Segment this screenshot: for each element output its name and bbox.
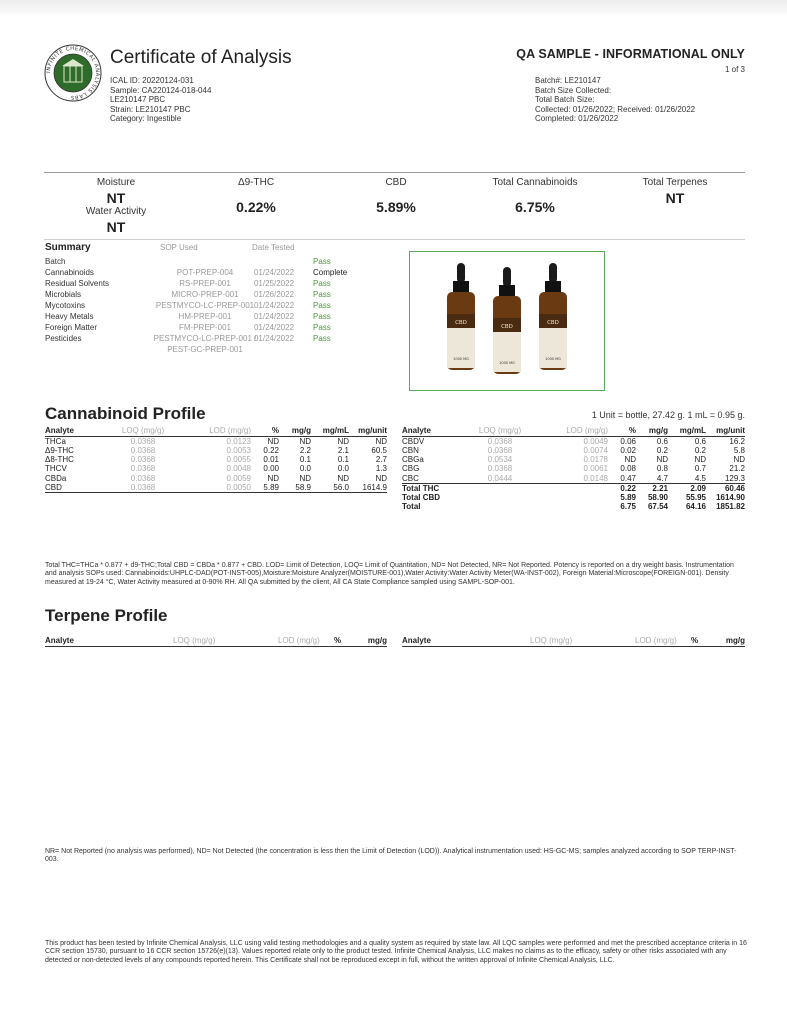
table-row: [45, 483, 387, 493]
table-row: [45, 464, 387, 473]
terp-col-pct: %: [334, 636, 342, 645]
cell-mgunit: 5.8: [733, 446, 745, 456]
col-analyte: Analyte: [402, 426, 464, 437]
table-row: [402, 502, 745, 511]
col-analyte: Analyte: [45, 426, 107, 437]
cell-mgml: ND: [337, 437, 349, 446]
cell-mgml: 64.16: [685, 501, 706, 511]
table-row: [402, 455, 745, 464]
col-mgml: mg/mL: [311, 426, 349, 437]
cell-pct: ND: [267, 473, 279, 483]
cell-analyte: CBDa: [45, 473, 67, 483]
bottle-3-strength: 1000 MG: [545, 357, 561, 361]
cell-analyte: CBG: [402, 464, 420, 474]
col-lod: LOD (mg/g): [179, 426, 251, 437]
summary-status: Pass: [313, 301, 331, 310]
cell-pct: 0.02: [620, 446, 636, 456]
cell-loq: [464, 483, 536, 493]
table-row: [45, 455, 387, 464]
cell-lod: 0.0059: [226, 473, 251, 483]
table-row: [45, 446, 387, 455]
summary-test-name: Batch: [45, 257, 66, 266]
cbd-value: 5.89%: [376, 199, 416, 215]
cell-mgml: 2.1: [337, 446, 349, 456]
category: Category: Ingestible: [110, 114, 182, 124]
completed-date: Completed: 01/26/2022: [535, 114, 619, 124]
cell-loq: 0.0368: [487, 464, 513, 474]
table-row: [402, 446, 745, 455]
batch-info: [535, 76, 695, 124]
terpene-header-right: [402, 636, 745, 646]
cell-lod: [536, 483, 608, 493]
cell-loq: [464, 493, 536, 502]
metrics-top-rule: [44, 172, 745, 173]
cell-analyte: THCV: [45, 464, 67, 474]
summary-date: 01/26/2022: [253, 290, 295, 299]
table-row: [402, 483, 745, 493]
lab-logo: [44, 44, 102, 102]
summary-row: [45, 322, 385, 333]
col-mgml: mg/mL: [668, 426, 706, 437]
col-loq: LOQ (mg/g): [107, 426, 179, 437]
terp-col-lod: LOD (mg/g): [278, 636, 320, 645]
cell-analyte: THCa: [45, 437, 66, 446]
sample-id: Sample: CA220124-018-044: [110, 85, 212, 95]
terp-col-analyte: Analyte: [45, 636, 74, 645]
terpene-header-left: [45, 636, 387, 646]
terp-col-analyte: Analyte: [402, 636, 431, 645]
summary-row: [45, 300, 385, 311]
cell-mgunit: 2.7: [375, 455, 387, 465]
summary-date: 01/24/2022: [253, 268, 295, 277]
cell-mgg: 2.21: [652, 483, 668, 493]
bottle-2-label: CBD: [501, 324, 513, 330]
viewer-top-edge: [0, 0, 787, 14]
col-mgg: mg/g: [636, 426, 668, 437]
terp-col-loq: LOQ (mg/g): [173, 636, 216, 645]
cell-mgunit: 16.2: [729, 437, 745, 446]
cell-loq: 0.0368: [487, 446, 513, 456]
water-activity-label: Water Activity: [85, 206, 147, 217]
bottle-2-strength: 1000 MG: [499, 361, 515, 365]
cell-mgml: 0.7: [694, 464, 706, 474]
col-pct: %: [251, 426, 279, 437]
col-lod: LOD (mg/g): [536, 426, 608, 437]
cell-lod: 0.0049: [583, 437, 608, 446]
terp-col-mgg: mg/g: [367, 636, 387, 645]
summary-status: Complete: [313, 268, 348, 277]
cell-mgg: 0.8: [656, 464, 668, 474]
bottle-1-label: CBD: [455, 320, 467, 326]
summary-sop: FM-PREP-001: [178, 323, 232, 332]
cell-pct: 5.89: [620, 492, 636, 502]
terp-col-pct: %: [691, 636, 699, 645]
cell-mgg: 67.54: [647, 501, 668, 511]
col-mgunit: mg/unit: [706, 426, 745, 437]
thc-label: Δ9-THC: [237, 177, 275, 188]
cell-lod: 0.0061: [583, 464, 608, 474]
cell-analyte: Total THC: [402, 483, 440, 493]
summary-row: [45, 267, 385, 278]
summary-row: [45, 278, 385, 289]
cell-lod: 0.0053: [226, 446, 251, 456]
cell-mgg: ND: [656, 455, 668, 465]
cell-mgml: 55.95: [685, 492, 706, 502]
cell-loq: 0.0368: [487, 437, 513, 446]
cell-loq: 0.0368: [107, 483, 179, 493]
cell-mgunit: 60.5: [371, 446, 387, 456]
cell-mgml: ND: [337, 473, 349, 483]
summary-row-continuation: [45, 344, 385, 355]
cell-loq: [464, 502, 536, 511]
cell-analyte: Δ8-THC: [45, 455, 74, 465]
total-terpenes-value: NT: [665, 190, 685, 206]
table-row: [402, 437, 745, 447]
summary-row: [45, 256, 385, 267]
col-mgg: mg/g: [279, 426, 311, 437]
cell-mgml: ND: [694, 455, 706, 465]
summary-status: Pass: [313, 312, 331, 321]
cell-mgg: 58.9: [279, 483, 311, 493]
cell-lod: 0.0074: [583, 446, 608, 456]
col-mgunit: mg/unit: [349, 426, 387, 437]
cell-mgg: 58.90: [647, 492, 668, 502]
cell-mgg: 0.1: [299, 455, 311, 465]
cell-analyte: Total CBD: [402, 492, 441, 502]
cell-lod: 0.0055: [226, 455, 251, 465]
cell-pct: 0.00: [263, 464, 279, 474]
terp-col-loq: LOQ (mg/g): [530, 636, 573, 645]
summary-status: Pass: [313, 290, 331, 299]
table-header-row: [45, 426, 387, 437]
qa-sample-label: QA SAMPLE - INFORMATIONAL ONLY: [516, 47, 745, 61]
legal-footer: This product has been tested by Infinite Chemical Analysis, LLC using valid testing methodologies and a quality system as required by state law. All LQC samples were performed and met the prescribed acceptance criteria in 16 CCR section 15730, pursuant to 16 CCR section 15726(e)(13). Values reported relate only to the product tested. Infinite Chemical Analysis, LLC makes no claims as to the efficacy, safety or other risks associated with any detected or non-detected levels of any compounds reported herein. This Certificate shall not be reproduced except in full, without the written approval of Infinite Chemical Analysis, LLC.: [45, 940, 747, 964]
total-cannabinoids-label: Total Cannabinoids: [492, 177, 578, 188]
cannabinoid-table-left: [45, 426, 387, 493]
table-row: [402, 493, 745, 502]
cell-loq: 0.0368: [130, 446, 156, 456]
summary-title: Summary: [45, 242, 91, 253]
total-terpenes-label: Total Terpenes: [642, 177, 708, 188]
cell-analyte: CBDV: [402, 437, 425, 446]
thc-value: 0.22%: [236, 199, 276, 215]
cell-mgml: 0.0: [337, 464, 349, 474]
summary-status: Pass: [313, 257, 331, 266]
summary-test-name: Microbials: [45, 290, 82, 299]
ical-id: ICAL ID: 20220124-031: [110, 76, 194, 85]
cell-mgunit: 21.2: [729, 464, 745, 474]
batch-number: Batch#: LE210147: [535, 76, 601, 85]
cell-loq: 0.0368: [130, 473, 156, 483]
summary-sop: PESTMYCO-LC-PREP-001 /: [153, 334, 257, 343]
terp-col-lod: LOD (mg/g): [635, 636, 677, 645]
bottle-3-label: CBD: [547, 320, 559, 326]
page-number: 1 of 3: [724, 65, 745, 74]
summary-date: 01/24/2022: [253, 301, 295, 310]
cell-mgg: 0.2: [656, 446, 668, 456]
cell-pct: 0.47: [608, 474, 636, 484]
cell-mgml: 2.09: [690, 483, 706, 493]
cell-loq: 0.0444: [464, 474, 536, 484]
cell-lod: 0.0148: [536, 474, 608, 484]
cell-mgml: 0.6: [694, 437, 706, 446]
summary-test-name: Heavy Metals: [45, 312, 94, 321]
summary-date: 01/24/2022: [253, 312, 295, 321]
cell-mgg: ND: [299, 437, 311, 446]
cell-analyte: CBD: [45, 483, 107, 493]
summary-sop: MICRO-PREP-001: [171, 290, 239, 299]
collected-received: Collected: 01/26/2022; Received: 01/26/2022: [535, 104, 696, 114]
sample-info: [110, 76, 211, 124]
cell-pct: ND: [267, 437, 279, 446]
cell-mgunit: 60.46: [724, 483, 745, 493]
unit-note: 1 Unit = bottle, 27.42 g. 1 mL = 0.95 g.: [591, 410, 745, 420]
cell-analyte: Δ9-THC: [45, 446, 74, 456]
cell-mgunit: 1.3: [375, 464, 387, 474]
cell-pct: 5.89: [251, 483, 279, 493]
water-activity-value: NT: [106, 219, 126, 235]
summary-sop: PEST-GC-PREP-001: [167, 345, 243, 354]
cell-analyte: CBN: [402, 446, 419, 456]
table-row: [402, 474, 745, 484]
cell-mgg: 2.2: [299, 446, 311, 456]
moisture-label: Moisture: [96, 177, 136, 188]
summary-test-name: Cannabinoids: [45, 268, 94, 277]
cell-mgg: 4.7: [636, 474, 668, 484]
cannabinoid-profile-title: Cannabinoid Profile: [45, 404, 206, 423]
table-row: [402, 464, 745, 473]
cell-mgunit: ND: [375, 437, 387, 446]
cell-lod: [536, 493, 608, 502]
summary-row: [45, 311, 385, 322]
total-batch-size: Total Batch Size:: [535, 95, 595, 105]
table-row: [45, 437, 387, 447]
cell-mgml: 56.0: [311, 483, 349, 493]
cell-pct: 6.75: [620, 501, 636, 511]
summary-row: [45, 289, 385, 300]
summary-sop: RS-PREP-001: [179, 279, 231, 288]
cell-loq: 0.0368: [130, 437, 156, 446]
cbd-label: CBD: [385, 177, 407, 188]
cell-mgg: 0.0: [299, 464, 311, 474]
summary-status: Pass: [313, 323, 331, 332]
summary-sop: HM-PREP-001: [178, 312, 232, 321]
summary-test-name: Mycotoxins: [45, 301, 86, 310]
product-photo: [409, 251, 605, 391]
summary-test-name: Foreign Matter: [45, 323, 98, 332]
cell-analyte: CBC: [402, 474, 464, 484]
terpene-profile-title: Terpene Profile: [45, 606, 168, 625]
cell-loq: 0.0368: [130, 464, 156, 474]
terp-col-mgg: mg/g: [725, 636, 745, 645]
summary-test-name: Pesticides: [45, 334, 82, 343]
sop-used-header: SOP Used: [160, 243, 198, 252]
table-row: [45, 474, 387, 483]
cell-mgml: 0.2: [694, 446, 706, 456]
total-cannabinoids-value: 6.75%: [515, 199, 555, 215]
cell-loq: 0.0534: [487, 455, 513, 465]
terpene-header-rule-right: [402, 646, 745, 647]
terpene-notes: NR= Not Reported (no analysis was performed), ND= Not Detected (the concentration is less then the Limit of Detection (LOD)). Analytical instrumentation used: HS-GC-MS; samples analyzed according to SOP TERP-INST-003.: [45, 848, 737, 864]
cell-mgg: ND: [299, 473, 311, 483]
cell-lod: 0.0048: [226, 464, 251, 474]
cell-analyte: CBGa: [402, 455, 424, 465]
product-photo-drawing: [410, 252, 605, 391]
summary-date: 01/24/2022: [253, 334, 295, 343]
summary-date: 01/24/2022: [253, 323, 295, 332]
document-title: Certificate of Analysis: [110, 47, 292, 68]
cell-lod: 0.0050: [179, 483, 251, 493]
date-tested-header: Date Tested: [252, 243, 295, 252]
logo-ring-text: INFINITE CHEMICAL ANALYSIS LABS: [45, 45, 101, 101]
summary-test-name: Residual Solvents: [45, 279, 110, 288]
cell-pct: 0.22: [620, 483, 636, 493]
terpene-header-rule-left: [45, 646, 387, 647]
cell-mgg: 0.6: [656, 437, 668, 446]
summary-status: Pass: [313, 334, 331, 343]
cell-analyte: Total: [402, 501, 421, 511]
cell-mgunit: 1614.9: [349, 483, 387, 493]
summary-status: Pass: [313, 279, 331, 288]
strain: Strain: LE210147 PBC: [110, 104, 191, 114]
cell-pct: 0.22: [263, 446, 279, 456]
cell-pct: 0.08: [620, 464, 636, 474]
cell-lod: 0.0178: [583, 455, 608, 465]
cell-mgunit: 1614.90: [716, 492, 745, 502]
batch-size-collected: Batch Size Collected:: [535, 85, 612, 95]
sample-name: LE210147 PBC: [110, 95, 166, 105]
summary-date: 01/25/2022: [253, 279, 295, 288]
cell-pct: 0.06: [620, 437, 636, 446]
cell-mgunit: 129.3: [706, 474, 745, 484]
cell-mgunit: ND: [375, 473, 387, 483]
cell-lod: 0.0123: [226, 437, 251, 446]
cell-mgml: 0.1: [337, 455, 349, 465]
cell-mgunit: 1851.82: [716, 501, 745, 511]
bottle-1-strength: 1000 MG: [453, 357, 469, 361]
cell-mgml: 4.5: [668, 474, 706, 484]
cell-lod: [536, 502, 608, 511]
metrics-bottom-rule: [44, 239, 745, 240]
moisture-value: NT: [106, 190, 126, 206]
table-header-row: [402, 426, 745, 437]
summary-sop: POT-PREP-004: [176, 268, 234, 277]
col-loq: LOQ (mg/g): [464, 426, 536, 437]
cell-mgunit: ND: [733, 455, 745, 465]
cell-pct: 0.01: [263, 455, 279, 465]
summary-row: [45, 333, 385, 344]
col-pct: %: [608, 426, 636, 437]
cell-loq: 0.0368: [130, 455, 156, 465]
cannabinoid-table-right: [402, 426, 745, 511]
potency-notes: Total THC=THCa * 0.877 + d9-THC;Total CBD = CBDa * 0.877 + CBD. LOD= Limit of Detection, LOQ= Limit of Quantitation, ND= Not Detected, NR= Not Reported. Potency is reported on a dry weight basis. Instrumentation and analysis SOPs used: Cannabinoids:UHPLC-DAD(POT-INST-005),Moisture:Moisture Analyzer(MOISTURE-001),Water Activity:Water Activity Meter(WA-INST-002), Foreign Material:Microscope(FOREIGN-001). Density measured at 19-24 °C, Water Activity measured at 0-90% RH. All QA submitted by the client, All CA State Compliance sampled using SAMPL-SOP-001.: [45, 562, 734, 586]
summary-sop: PESTMYCO-LC-PREP-001: [155, 301, 255, 310]
cell-pct: ND: [624, 455, 636, 465]
